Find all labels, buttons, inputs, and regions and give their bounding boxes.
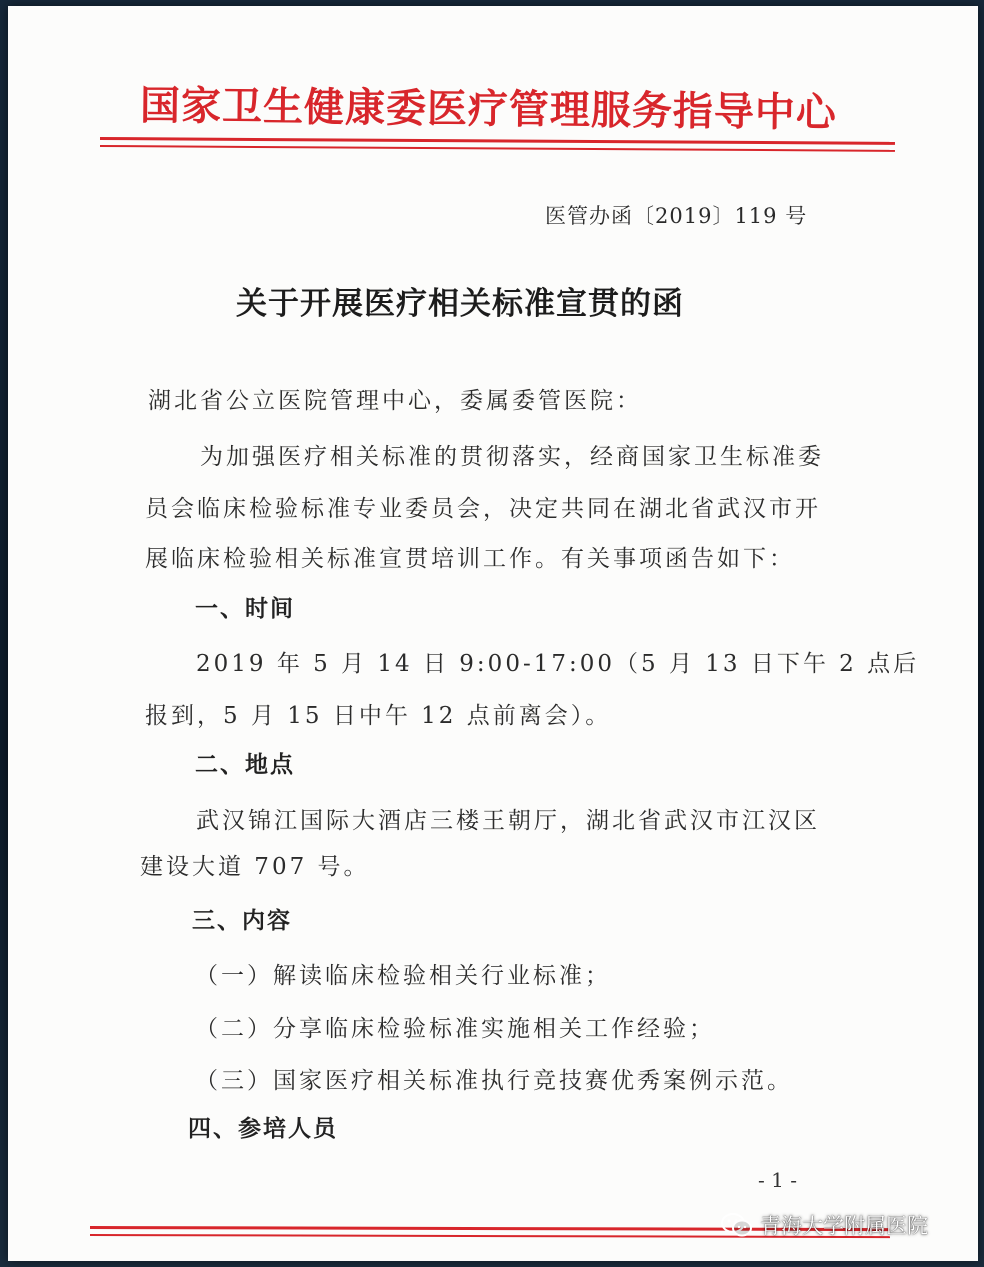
section-heading-content: 三、内容 [192,908,292,934]
salutation: 湖北省公立医院管理中心，委属委管医院： [148,388,642,414]
content-item-2: （二）分享临床检验标准实施相关工作经验； [195,1016,715,1042]
content-item-1: （一）解读临床检验相关行业标准； [195,963,611,989]
content-item-3: （三）国家医疗相关标准执行竞技赛优秀案例示范。 [195,1068,793,1094]
time-line-1: 2019 年 5 月 14 日 9:00-17:00（5 月 13 日下午 2 点后 [196,651,920,677]
document-title: 关于开展医疗相关标准宣贯的函 [236,286,684,322]
section-heading-time: 一、时间 [195,596,295,622]
time-line-2: 报到，5 月 15 日中午 12 点前离会）。 [145,703,612,729]
document-number: 医管办函〔2019〕119 号 [545,204,808,228]
wechat-watermark [720,1210,928,1240]
intro-line-3: 展临床检验相关标准宣贯培训工作。有关事项函告如下： [145,546,795,572]
watermark-account-name: 青海大学附属医院 [760,1214,928,1238]
intro-line-2: 员会临床检验标准专业委员会，决定共同在湖北省武汉市开 [145,496,821,522]
wechat-icon [720,1211,754,1239]
page-number: - 1 - [758,1168,797,1192]
section-heading-participants: 四、参培人员 [188,1116,338,1142]
location-line-2: 建设大道 707 号。 [140,854,370,880]
intro-line-1: 为加强医疗相关标准的贯彻落实，经商国家卫生标准委 [200,444,824,470]
section-heading-location: 二、地点 [195,752,295,778]
letterhead-org-name: 国家卫生健康委医疗管理服务指导中心 [139,82,838,137]
location-line-1: 武汉锦江国际大酒店三楼王朝厅，湖北省武汉市江汉区 [196,808,820,834]
